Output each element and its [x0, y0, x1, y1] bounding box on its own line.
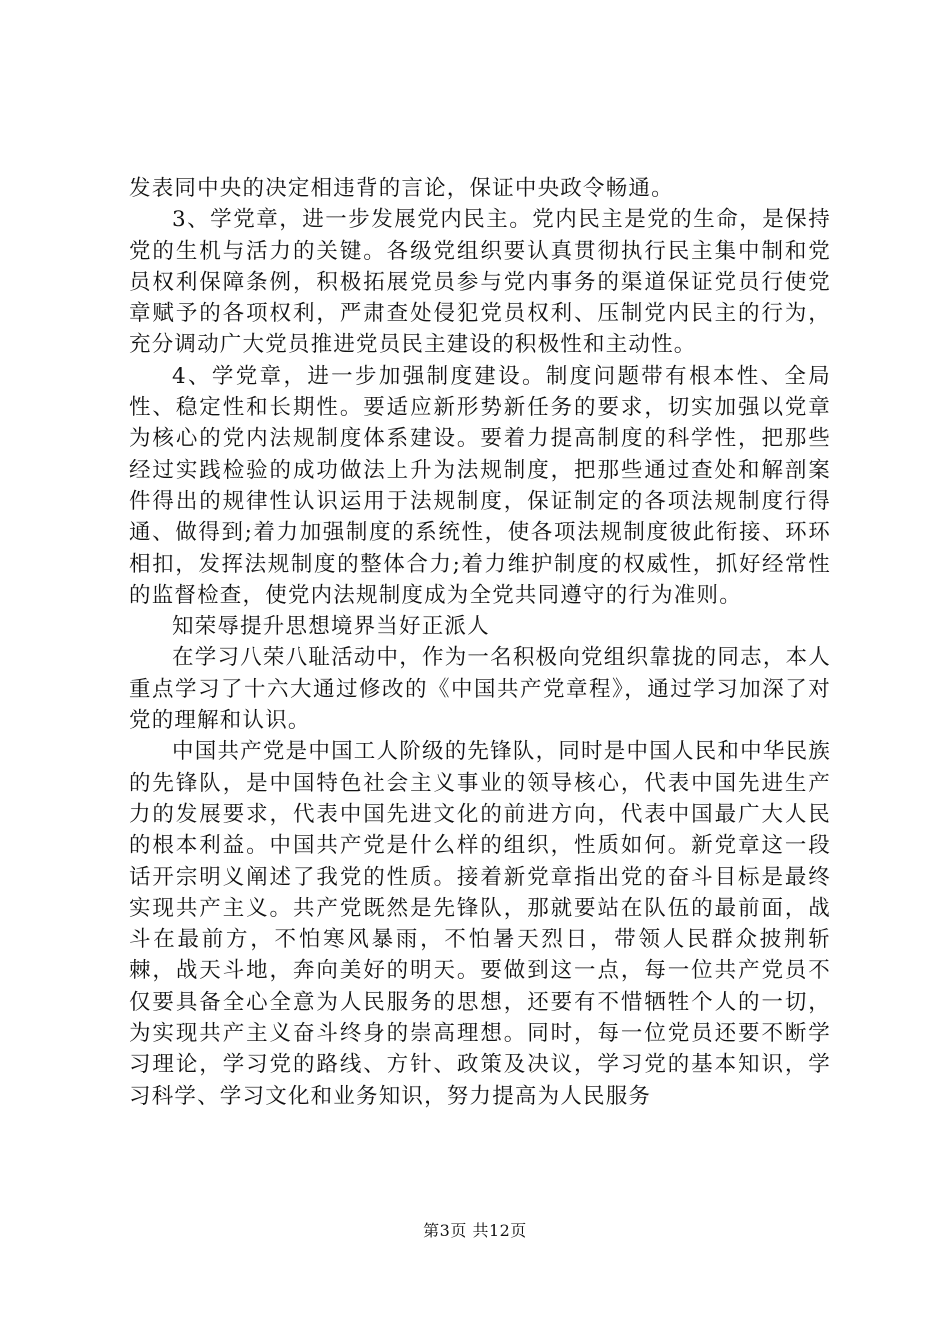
- paragraph-continuation: 发表同中央的决定相违背的言论，保证中央政令畅通。: [129, 176, 674, 201]
- paragraph-item-3: 3、学党章，进一步发展党内民主。党内民主是党的生命，是保持党的生机与活力的关键。各级党组织要认真贯彻执行民主集中制和党员权利保障条例，积极拓展党员参与党内事务的渠道保证党员行使党章赋予的各项权利，严肃查处侵犯党员权利、压制党内民主的行为，充分调动广大党员推进党员民主建设的积极性和主动性。: [129, 207, 831, 358]
- paragraph-body: 中国共产党是中国工人阶级的先锋队，同时是中国人民和中华民族的先锋队，是中国特色社会主义事业的领导核心，代表中国先进生产力的发展要求，代表中国先进文化的前进方向，代表中国最广大人民的根本利益。中国共产党是什么样的组织，性质如何。新党章这一段话开宗明义阐述了我党的性质。接着新党章指出党的奋斗目标是最终实现共产主义。共产党既然是先锋队，那就要站在队伍的最前面，战斗在最前方，不怕寒风暴雨，不怕暑天烈日，带领人民群众披荆斩棘，战天斗地，奔向美好的明天。要做到这一点，每一位共产党员不仅要具备全心全意为人民服务的思想，还要有不惜牺牲个人的一切，为实现共产主义奋斗终身的崇高理想。同时，每一位党员还要不断学习理论，学习党的路线、方针、政策及决议，学习党的基本知识，学习科学、学习文化和业务知识，努力提高为人民服务: [129, 739, 831, 1109]
- paragraph-item-4: 4、学党章，进一步加强制度建设。制度问题带有根本性、全局性、稳定性和长期性。要适应新形势新任务的要求，切实加强以党章为核心的党内法规制度体系建设。要着力提高制度的科学性，把那些经过实践检验的成功做法上升为法规制度，把那些通过查处和解剖案件得出的规律性认识运用于法规制度，保证制定的各项法规制度行得通、做得到;着力加强制度的系统性，使各项法规制度彼此衔接、环环相扣，发挥法规制度的整体合力;着力维护制度的权威性，抓好经常性的监督检查，使党内法规制度成为全党共同遵守的行为准则。: [129, 363, 831, 608]
- page-number-footer: 第3页 共12页: [423, 1221, 527, 1240]
- paragraph-intro: 在学习八荣八耻活动中，作为一名积极向党组织靠拢的同志，本人重点学习了十六大通过修改的《中国共产党章程》，通过学习加深了对党的理解和认识。: [129, 645, 831, 734]
- section-heading: 知荣辱提升思想境界当好正派人: [172, 614, 490, 640]
- document-body: [129, 173, 831, 1112]
